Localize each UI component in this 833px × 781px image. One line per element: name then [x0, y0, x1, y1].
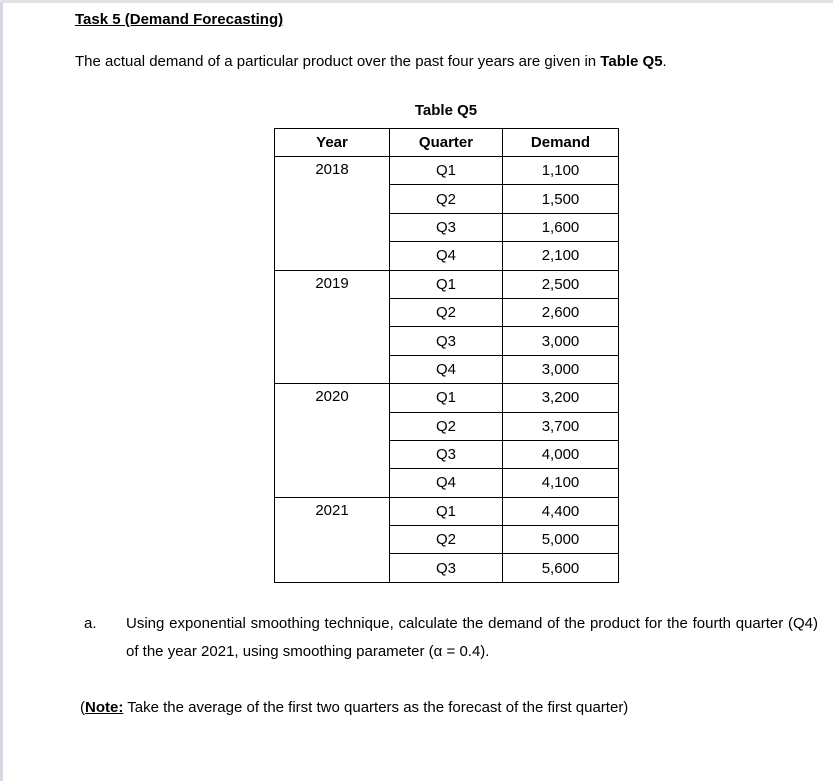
demand-cell: 3,000: [503, 355, 619, 383]
header-year: Year: [275, 129, 390, 157]
page-top-border: [0, 0, 833, 3]
demand-cell: 3,200: [503, 384, 619, 412]
task-title: Task 5 (Demand Forecasting): [75, 11, 284, 28]
intro-table-ref: Table Q5: [600, 53, 663, 70]
table-row: [275, 384, 619, 412]
quarter-cell: Q1: [390, 384, 503, 412]
question-text: Using exponential smoothing technique, calculate the demand of the product for the fourth quarter (Q4) of the year 2021, using smoothing parameter (α = 0.4).: [126, 615, 818, 660]
demand-cell: 3,000: [503, 327, 619, 355]
table-header-row: [275, 129, 619, 157]
table-row: [275, 157, 619, 185]
quarter-cell: Q4: [390, 242, 503, 270]
table-row: [275, 497, 619, 525]
table-body: [275, 157, 619, 583]
intro-text: The actual demand of a particular product over the past four years are given in: [75, 53, 601, 70]
demand-cell: 1,100: [503, 157, 619, 185]
header-quarter: Quarter: [390, 129, 503, 157]
demand-cell: 1,600: [503, 213, 619, 241]
quarter-cell: Q2: [390, 526, 503, 554]
header-demand: Demand: [503, 129, 619, 157]
demand-table: [274, 128, 619, 583]
demand-cell: 1,500: [503, 185, 619, 213]
year-cell: 2021: [275, 497, 390, 582]
intro-end: .: [662, 53, 667, 70]
demand-cell: 2,500: [503, 270, 619, 298]
question-label: a.: [84, 615, 97, 632]
table-caption: Table Q5: [414, 102, 478, 119]
note-open: (: [80, 699, 85, 716]
quarter-cell: Q1: [390, 497, 503, 525]
quarter-cell: Q1: [390, 270, 503, 298]
demand-cell: 5,000: [503, 526, 619, 554]
page-left-border: [0, 0, 3, 781]
demand-cell: 5,600: [503, 554, 619, 582]
demand-cell: 3,700: [503, 412, 619, 440]
year-cell: 2020: [275, 384, 390, 498]
quarter-cell: Q3: [390, 327, 503, 355]
quarter-cell: Q3: [390, 554, 503, 582]
demand-cell: 2,100: [503, 242, 619, 270]
demand-cell: 2,600: [503, 298, 619, 326]
demand-cell: 4,000: [503, 440, 619, 468]
demand-cell: 4,400: [503, 497, 619, 525]
quarter-cell: Q1: [390, 157, 503, 185]
note-text: Take the average of the first two quarters as the forecast of the first quarter): [123, 699, 629, 716]
quarter-cell: Q4: [390, 469, 503, 497]
quarter-cell: Q3: [390, 213, 503, 241]
note-label: Note:: [85, 699, 124, 716]
table-row: [275, 270, 619, 298]
year-cell: 2019: [275, 270, 390, 384]
demand-cell: 4,100: [503, 469, 619, 497]
quarter-cell: Q2: [390, 298, 503, 326]
year-cell: 2018: [275, 157, 390, 271]
quarter-cell: Q2: [390, 185, 503, 213]
intro-paragraph: [75, 53, 667, 70]
quarter-cell: Q2: [390, 412, 503, 440]
note: [80, 699, 628, 716]
quarter-cell: Q4: [390, 355, 503, 383]
quarter-cell: Q3: [390, 440, 503, 468]
